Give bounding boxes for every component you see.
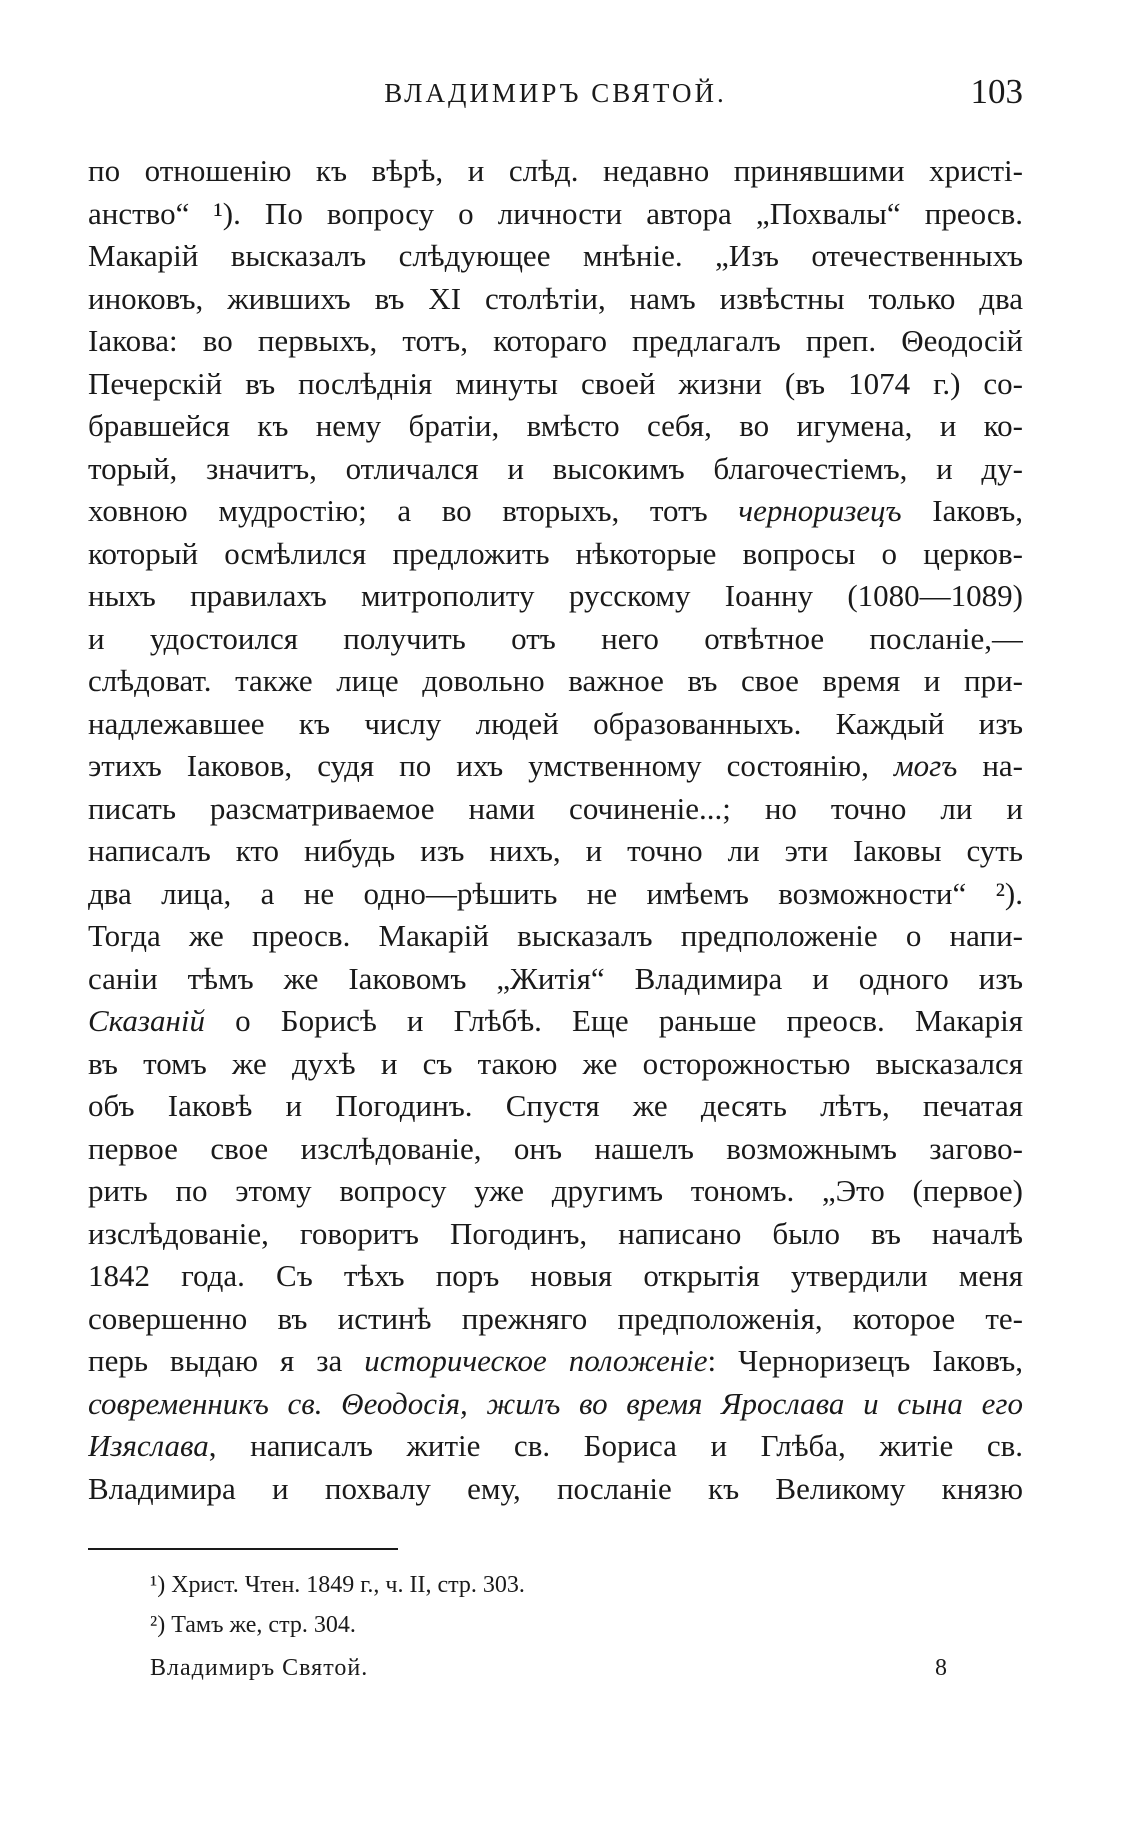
text-line (88, 533, 1023, 576)
italic-text: Сказаній (88, 1003, 205, 1038)
text-line (88, 618, 1023, 661)
text-line (88, 278, 1023, 321)
italic-text: могъ (893, 748, 958, 783)
text-segment: два лица, а не одно—рѣшить не имѣемъ возможности“ ²). (88, 875, 1023, 911)
text-segment: слѣдоват. также лице довольно важное въ свое время и при- (88, 663, 1023, 698)
text-segment: изслѣдованіе, говоритъ Погодинъ, написано было въ началѣ (88, 1215, 1023, 1251)
text-segment: : Черноризецъ Іаковъ, (707, 1343, 1023, 1378)
text-line (88, 1298, 1023, 1341)
text-line (88, 873, 1023, 916)
text-segment: Печерскій въ послѣднія минуты своей жизни (въ 1074 г.) со- (88, 365, 1023, 401)
text-segment: Макарій высказалъ слѣдующее мнѣніе. „Изъ отечественныхъ (88, 238, 1023, 273)
italic-text: историческое положеніе (364, 1343, 708, 1378)
text-segment: Владимира и похвалу ему, посланіе къ Великому князю (88, 1470, 1023, 1506)
text-segment: и удостоился получить отъ него отвѣтное посланіе,— (88, 620, 1023, 656)
text-segment: бравшейся къ нему братіи, вмѣсто себя, во игумена, и ко- (88, 408, 1023, 443)
text-segment: въ томъ же духѣ и съ такою же осторожностью высказался (88, 1045, 1023, 1081)
text-line (88, 958, 1023, 1001)
text-line (88, 788, 1023, 831)
running-title: ВЛАДИМИРЪ СВЯТОЙ. (384, 78, 727, 108)
text-segment: , написалъ житіе св. Бориса и Глѣба, житіе св. (208, 1428, 1023, 1463)
text-line (88, 1255, 1023, 1298)
text-line (88, 660, 1023, 703)
text-segment: надлежавшее къ числу людей образованныхъ. Каждый изъ (88, 705, 1023, 741)
text-segment: перь выдаю я за (88, 1343, 365, 1378)
text-segment: саніи тѣмъ же Іаковомъ „Житія“ Владимира и одного изъ (88, 960, 1023, 996)
text-segment: рить по этому вопросу уже другимъ тономъ. „Это (первое) (88, 1173, 1023, 1208)
text-segment: который осмѣлился предложить нѣкоторые вопросы о церков- (88, 535, 1023, 571)
text-line (88, 1340, 1023, 1383)
text-line (88, 490, 1023, 533)
text-segment: написалъ кто нибудь изъ нихъ, и точно ли эти Іаковы суть (88, 833, 1023, 868)
text-segment: анство“ ¹). По вопросу о личности автора „Похвалы“ преосв. (88, 195, 1023, 231)
text-line (88, 363, 1023, 406)
text-segment: Іаковъ, (901, 493, 1023, 528)
text-segment: иноковъ, жившихъ въ XI столѣтіи, намъ извѣстны только два (88, 280, 1023, 316)
italic-text: современникъ св. Θеодосія, жилъ во время Ярослава и сына его (88, 1385, 1023, 1421)
text-line (88, 150, 1023, 193)
text-line (88, 1468, 1023, 1511)
text-line (88, 405, 1023, 448)
text-line (88, 193, 1023, 236)
text-line (88, 575, 1023, 618)
text-line (88, 1425, 1023, 1468)
body-text (88, 150, 1023, 1510)
text-line (88, 830, 1023, 873)
text-line (88, 448, 1023, 491)
footnote-divider (88, 1548, 398, 1550)
footnote-2: ²) Тамъ же, стр. 304. (150, 1612, 356, 1638)
signature-mark: 8 (935, 1655, 948, 1681)
italic-text: черноризецъ (738, 493, 902, 528)
text-segment: 1842 года. Съ тѣхъ поръ новыя открытія утвердили меня (88, 1258, 1023, 1293)
text-segment: этихъ Іаковов, судя по ихъ умственному состоянію, (88, 748, 894, 783)
text-line (88, 235, 1023, 278)
running-header (88, 72, 1023, 122)
text-segment: ховною мудростію; а во вторыхъ, тотъ (88, 493, 739, 528)
text-line (88, 1170, 1023, 1213)
text-line (88, 1383, 1023, 1426)
text-line (88, 1000, 1023, 1043)
text-line (88, 745, 1023, 788)
text-line (88, 1085, 1023, 1128)
text-line (88, 703, 1023, 746)
page-number: 103 (970, 72, 1023, 111)
text-segment: ныхъ правилахъ митрополиту русскому Іоанну (1080—1089) (88, 578, 1023, 613)
text-segment: на- (957, 748, 1023, 783)
text-segment: Іакова: во первыхъ, тотъ, котораго предлагалъ преп. Θеодосій (88, 323, 1023, 358)
text-segment: о Борисѣ и Глѣбѣ. Еще раньше преосв. Макарія (205, 1003, 1023, 1038)
signature-line (150, 1648, 950, 1688)
text-segment: совершенно въ истинѣ прежняго предположенія, которое те- (88, 1300, 1023, 1336)
text-line (88, 320, 1023, 363)
signature-title: Владимиръ Святой. (150, 1655, 369, 1681)
text-segment: по отношенію къ вѣрѣ, и слѣд. недавно принявшими христі- (88, 153, 1023, 188)
text-line (88, 1128, 1023, 1171)
text-segment: объ Іаковѣ и Погодинъ. Спустя же десять лѣтъ, печатая (88, 1088, 1023, 1123)
text-line (88, 1043, 1023, 1086)
text-segment: писать разсматриваемое нами сочиненіе...; но точно ли и (88, 790, 1023, 826)
text-segment: Тогда же преосв. Макарій высказалъ предположеніе о напи- (88, 918, 1023, 953)
footnotes (150, 1565, 950, 1645)
italic-text: Изяслава (88, 1428, 209, 1463)
footnote-1: ¹) Христ. Чтен. 1849 г., ч. II, стр. 303. (150, 1572, 525, 1598)
text-line (88, 915, 1023, 958)
text-segment: торый, значитъ, отличался и высокимъ благочестіемъ, и ду- (88, 450, 1023, 486)
text-line (88, 1213, 1023, 1256)
text-segment: первое свое изслѣдованіе, онъ нашелъ возможнымъ загово- (88, 1130, 1023, 1166)
